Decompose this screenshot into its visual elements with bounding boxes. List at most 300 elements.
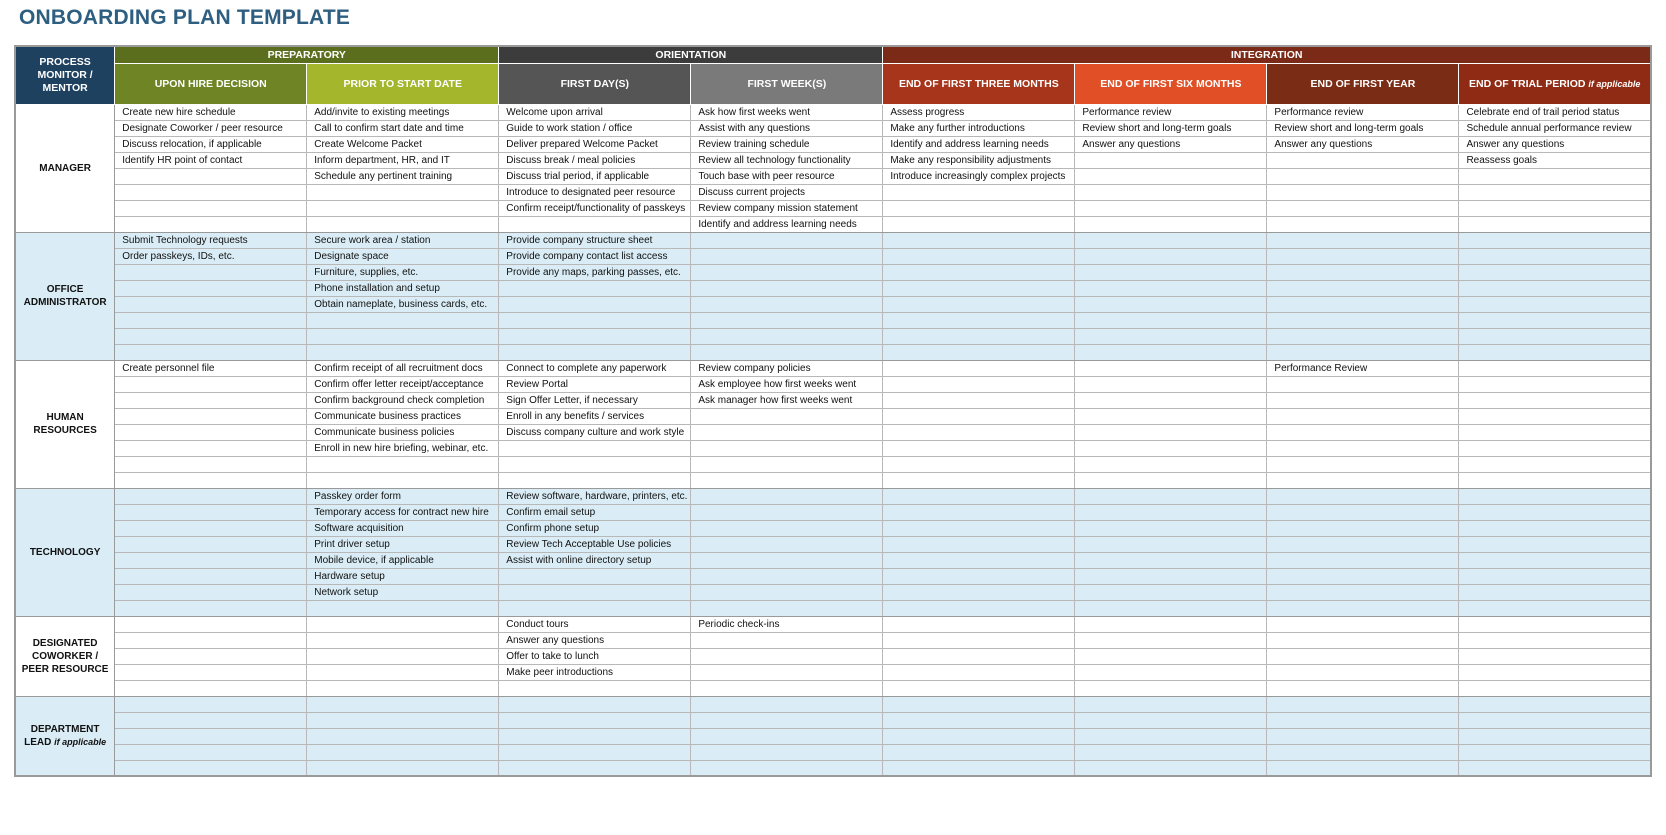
task-cell: Review short and long-term goals <box>1075 120 1267 136</box>
table-row <box>15 104 1651 120</box>
table-row <box>15 552 1651 568</box>
task-cell: Deliver prepared Welcome Packet <box>499 136 691 152</box>
task-cell <box>883 376 1075 392</box>
task-cell <box>883 328 1075 344</box>
task-cell: Introduce to designated peer resource <box>499 184 691 200</box>
task-cell <box>1459 328 1651 344</box>
table-row <box>15 424 1651 440</box>
task-cell: Ask how first weeks went <box>691 104 883 120</box>
task-cell <box>1267 568 1459 584</box>
task-cell <box>499 712 691 728</box>
task-cell: Discuss company culture and work style <box>499 424 691 440</box>
task-cell <box>1075 744 1267 760</box>
task-cell <box>1459 216 1651 232</box>
task-cell <box>883 744 1075 760</box>
task-cell <box>1267 632 1459 648</box>
task-cell <box>1459 408 1651 424</box>
column-header-label: FIRST WEEK(S) <box>747 77 827 90</box>
column-header <box>1459 63 1651 104</box>
task-cell <box>499 568 691 584</box>
task-cell: Answer any questions <box>1459 136 1651 152</box>
task-cell <box>691 552 883 568</box>
task-cell <box>1267 344 1459 360</box>
task-cell <box>307 184 499 200</box>
task-cell <box>1267 328 1459 344</box>
task-cell <box>883 280 1075 296</box>
task-cell: Ask employee how first weeks went <box>691 376 883 392</box>
table-row <box>15 360 1651 376</box>
task-cell <box>307 312 499 328</box>
task-cell <box>883 648 1075 664</box>
task-cell <box>307 712 499 728</box>
task-cell <box>115 488 307 504</box>
task-cell: Review company mission statement <box>691 200 883 216</box>
task-cell <box>115 616 307 632</box>
task-cell <box>1459 232 1651 248</box>
task-cell <box>1459 248 1651 264</box>
task-cell <box>307 600 499 616</box>
task-cell <box>1075 312 1267 328</box>
table-row <box>15 152 1651 168</box>
table-row <box>15 280 1651 296</box>
task-cell <box>1267 664 1459 680</box>
table-row <box>15 408 1651 424</box>
task-cell <box>307 216 499 232</box>
task-cell <box>883 264 1075 280</box>
task-cell <box>691 504 883 520</box>
role-cell <box>15 616 115 696</box>
task-cell <box>1075 648 1267 664</box>
task-cell <box>883 296 1075 312</box>
task-cell <box>1075 712 1267 728</box>
task-cell <box>307 472 499 488</box>
task-cell <box>1075 440 1267 456</box>
task-cell <box>691 696 883 712</box>
task-cell <box>115 504 307 520</box>
task-cell <box>1075 408 1267 424</box>
table-row <box>15 600 1651 616</box>
table-row <box>15 184 1651 200</box>
table-row <box>15 760 1651 776</box>
task-cell <box>691 536 883 552</box>
task-cell <box>1267 440 1459 456</box>
task-cell <box>883 568 1075 584</box>
task-cell <box>691 600 883 616</box>
task-cell <box>1267 280 1459 296</box>
table-row <box>15 120 1651 136</box>
table-row <box>15 392 1651 408</box>
task-cell <box>115 520 307 536</box>
task-cell <box>499 344 691 360</box>
table-row <box>15 536 1651 552</box>
task-cell <box>883 728 1075 744</box>
task-cell <box>1267 216 1459 232</box>
task-cell <box>307 456 499 472</box>
plan-body <box>15 104 1651 776</box>
task-cell <box>1459 376 1651 392</box>
task-cell <box>115 680 307 696</box>
task-cell <box>115 216 307 232</box>
task-cell: Identify HR point of contact <box>115 152 307 168</box>
column-header-label: END OF FIRST SIX MONTHS <box>1100 77 1242 90</box>
task-cell <box>883 344 1075 360</box>
task-cell <box>499 328 691 344</box>
task-cell <box>499 456 691 472</box>
task-cell <box>307 744 499 760</box>
table-row <box>15 712 1651 728</box>
task-cell: Designate space <box>307 248 499 264</box>
task-cell: Confirm phone setup <box>499 520 691 536</box>
task-cell <box>1075 584 1267 600</box>
task-cell <box>883 488 1075 504</box>
task-cell <box>115 200 307 216</box>
task-cell <box>499 280 691 296</box>
task-cell: Touch base with peer resource <box>691 168 883 184</box>
task-cell <box>307 328 499 344</box>
task-cell <box>691 584 883 600</box>
task-cell <box>1459 280 1651 296</box>
task-cell <box>1459 712 1651 728</box>
task-cell: Provide company structure sheet <box>499 232 691 248</box>
task-cell: Make peer introductions <box>499 664 691 680</box>
task-cell <box>883 312 1075 328</box>
task-cell <box>883 552 1075 568</box>
task-cell <box>1075 664 1267 680</box>
task-cell <box>307 680 499 696</box>
table-row <box>15 632 1651 648</box>
task-cell <box>1267 760 1459 776</box>
task-cell: Performance review <box>1267 104 1459 120</box>
task-cell <box>1075 296 1267 312</box>
task-cell <box>1267 184 1459 200</box>
task-cell <box>691 456 883 472</box>
task-cell: Identify and address learning needs <box>691 216 883 232</box>
task-cell: Assist with online directory setup <box>499 552 691 568</box>
task-cell <box>883 216 1075 232</box>
role-label: OFFICE ADMINISTRATOR <box>23 284 107 308</box>
task-cell <box>307 632 499 648</box>
role-label: DEPARTMENT LEAD <box>24 723 100 748</box>
task-cell <box>1075 360 1267 376</box>
task-cell <box>499 312 691 328</box>
task-cell <box>1075 216 1267 232</box>
task-cell: Mobile device, if applicable <box>307 552 499 568</box>
task-cell <box>691 632 883 648</box>
task-cell: Review short and long-term goals <box>1267 120 1459 136</box>
task-cell: Sign Offer Letter, if necessary <box>499 392 691 408</box>
role-note: if applicable <box>54 736 107 747</box>
task-cell <box>1075 600 1267 616</box>
task-cell: Hardware setup <box>307 568 499 584</box>
task-cell <box>1459 296 1651 312</box>
task-cell <box>1459 360 1651 376</box>
task-cell: Passkey order form <box>307 488 499 504</box>
task-cell <box>883 584 1075 600</box>
task-cell: Schedule annual performance review <box>1459 120 1651 136</box>
task-cell <box>1075 152 1267 168</box>
task-cell <box>1459 472 1651 488</box>
task-cell: Ask manager how first weeks went <box>691 392 883 408</box>
table-row <box>15 616 1651 632</box>
task-cell <box>691 280 883 296</box>
task-cell <box>691 232 883 248</box>
role-cell <box>15 232 115 360</box>
table-row <box>15 376 1651 392</box>
task-cell: Furniture, supplies, etc. <box>307 264 499 280</box>
task-cell <box>1075 472 1267 488</box>
table-row <box>15 680 1651 696</box>
table-row <box>15 744 1651 760</box>
column-header <box>883 63 1075 104</box>
task-cell: Review company policies <box>691 360 883 376</box>
onboarding-plan-table <box>14 45 1652 777</box>
task-cell <box>883 408 1075 424</box>
table-row <box>15 456 1651 472</box>
task-cell: Answer any questions <box>1075 136 1267 152</box>
task-cell <box>115 632 307 648</box>
task-cell: Welcome upon arrival <box>499 104 691 120</box>
task-cell <box>1075 344 1267 360</box>
task-cell <box>499 744 691 760</box>
task-cell <box>691 408 883 424</box>
task-cell <box>1075 232 1267 248</box>
task-cell <box>1267 472 1459 488</box>
table-row <box>15 584 1651 600</box>
task-cell <box>307 728 499 744</box>
task-cell <box>1267 312 1459 328</box>
task-cell <box>883 664 1075 680</box>
task-cell: Reassess goals <box>1459 152 1651 168</box>
task-cell <box>1459 264 1651 280</box>
table-row <box>15 664 1651 680</box>
task-cell: Introduce increasingly complex projects <box>883 168 1075 184</box>
task-cell <box>1075 264 1267 280</box>
task-cell: Confirm background check completion <box>307 392 499 408</box>
task-cell <box>691 648 883 664</box>
task-cell: Print driver setup <box>307 536 499 552</box>
task-cell <box>691 424 883 440</box>
task-cell <box>883 424 1075 440</box>
task-cell <box>115 344 307 360</box>
table-row <box>15 504 1651 520</box>
task-cell <box>499 584 691 600</box>
task-cell <box>1267 680 1459 696</box>
table-row <box>15 696 1651 712</box>
task-cell <box>691 568 883 584</box>
column-header-label: UPON HIRE DECISION <box>154 77 267 90</box>
task-cell <box>1459 632 1651 648</box>
task-cell <box>1267 728 1459 744</box>
role-cell <box>15 104 115 232</box>
task-cell <box>115 456 307 472</box>
task-cell: Schedule any pertinent training <box>307 168 499 184</box>
task-cell <box>1459 744 1651 760</box>
task-cell: Review Portal <box>499 376 691 392</box>
task-cell <box>1459 584 1651 600</box>
task-cell <box>883 600 1075 616</box>
task-cell: Conduct tours <box>499 616 691 632</box>
task-cell: Enroll in any benefits / services <box>499 408 691 424</box>
task-cell <box>1267 264 1459 280</box>
task-cell: Add/invite to existing meetings <box>307 104 499 120</box>
table-row <box>15 296 1651 312</box>
task-cell <box>499 728 691 744</box>
task-cell: Review training schedule <box>691 136 883 152</box>
table-row <box>15 136 1651 152</box>
table-row <box>15 344 1651 360</box>
task-cell <box>691 760 883 776</box>
task-cell <box>1075 184 1267 200</box>
task-cell <box>115 280 307 296</box>
task-cell <box>115 648 307 664</box>
column-header-label: FIRST DAY(S) <box>560 77 630 90</box>
corner-header: PROCESS MONITOR / MENTOR <box>15 46 115 104</box>
task-cell <box>499 216 691 232</box>
task-cell <box>1459 424 1651 440</box>
table-row <box>15 440 1651 456</box>
task-cell <box>307 696 499 712</box>
column-header <box>1267 63 1459 104</box>
role-cell <box>15 696 115 776</box>
role-label: TECHNOLOGY <box>29 546 101 558</box>
task-cell <box>115 264 307 280</box>
task-cell: Identify and address learning needs <box>883 136 1075 152</box>
task-cell: Discuss trial period, if applicable <box>499 168 691 184</box>
task-cell: Periodic check-ins <box>691 616 883 632</box>
task-cell <box>115 584 307 600</box>
task-cell <box>883 520 1075 536</box>
task-cell <box>1267 744 1459 760</box>
task-cell <box>1459 504 1651 520</box>
task-cell <box>115 600 307 616</box>
task-cell <box>1459 184 1651 200</box>
task-cell <box>499 760 691 776</box>
task-cell <box>499 472 691 488</box>
task-cell <box>115 760 307 776</box>
task-cell <box>1075 280 1267 296</box>
task-cell: Inform department, HR, and IT <box>307 152 499 168</box>
task-cell <box>307 344 499 360</box>
task-cell: Communicate business practices <box>307 408 499 424</box>
table-row <box>15 232 1651 248</box>
task-cell <box>691 248 883 264</box>
table-row <box>15 248 1651 264</box>
task-cell <box>1267 552 1459 568</box>
task-cell <box>115 312 307 328</box>
task-cell <box>1267 424 1459 440</box>
task-cell <box>115 744 307 760</box>
table-row <box>15 520 1651 536</box>
task-cell <box>1267 200 1459 216</box>
task-cell <box>691 264 883 280</box>
task-cell <box>115 728 307 744</box>
task-cell <box>115 664 307 680</box>
column-header-note: if applicable <box>1588 78 1641 89</box>
task-cell <box>115 424 307 440</box>
task-cell <box>883 712 1075 728</box>
table-row <box>15 472 1651 488</box>
task-cell <box>691 712 883 728</box>
task-cell: Assess progress <box>883 104 1075 120</box>
task-cell <box>1459 568 1651 584</box>
task-cell <box>1459 536 1651 552</box>
table-row <box>15 728 1651 744</box>
table-row <box>15 168 1651 184</box>
task-cell <box>1459 600 1651 616</box>
task-cell <box>1267 392 1459 408</box>
task-cell <box>1075 488 1267 504</box>
task-cell <box>691 328 883 344</box>
task-cell <box>1267 152 1459 168</box>
task-cell: Answer any questions <box>1267 136 1459 152</box>
task-cell: Designate Coworker / peer resource <box>115 120 307 136</box>
role-cell <box>15 360 115 488</box>
table-row <box>15 264 1651 280</box>
task-cell <box>115 472 307 488</box>
task-cell <box>691 440 883 456</box>
task-cell <box>499 680 691 696</box>
task-cell <box>1459 440 1651 456</box>
task-cell <box>1459 520 1651 536</box>
phase-header-integration: INTEGRATION <box>883 46 1651 63</box>
task-cell <box>691 488 883 504</box>
task-cell: Offer to take to lunch <box>499 648 691 664</box>
task-cell <box>1459 648 1651 664</box>
task-cell <box>1075 552 1267 568</box>
task-cell: Make any responsibility adjustments <box>883 152 1075 168</box>
task-cell <box>1459 696 1651 712</box>
table-row <box>15 200 1651 216</box>
column-header <box>115 63 307 104</box>
task-cell: Confirm receipt/functionality of passkeys <box>499 200 691 216</box>
task-cell <box>307 664 499 680</box>
task-cell: Discuss current projects <box>691 184 883 200</box>
column-header-label: PRIOR TO START DATE <box>343 77 462 90</box>
task-cell: Discuss relocation, if applicable <box>115 136 307 152</box>
task-cell <box>1267 712 1459 728</box>
role-label: MANAGER <box>39 162 91 174</box>
task-cell <box>883 360 1075 376</box>
task-cell <box>883 184 1075 200</box>
task-cell <box>1267 520 1459 536</box>
task-cell <box>499 600 691 616</box>
task-cell <box>691 728 883 744</box>
task-cell <box>1459 664 1651 680</box>
task-cell <box>1075 760 1267 776</box>
table-row <box>15 216 1651 232</box>
task-cell <box>115 440 307 456</box>
task-cell <box>1075 200 1267 216</box>
task-cell: Review software, hardware, printers, etc. <box>499 488 691 504</box>
column-header-label: END OF FIRST THREE MONTHS <box>898 77 1059 90</box>
task-cell <box>1075 168 1267 184</box>
column-header <box>499 63 691 104</box>
task-cell <box>1459 312 1651 328</box>
page-title: ONBOARDING PLAN TEMPLATE <box>19 6 351 29</box>
task-cell <box>115 328 307 344</box>
task-cell <box>1075 376 1267 392</box>
task-cell <box>1075 536 1267 552</box>
task-cell: Assist with any questions <box>691 120 883 136</box>
task-cell <box>883 456 1075 472</box>
task-cell <box>1075 392 1267 408</box>
task-cell <box>115 392 307 408</box>
task-cell: Discuss break / meal policies <box>499 152 691 168</box>
column-header <box>1075 63 1267 104</box>
task-cell <box>1267 248 1459 264</box>
task-cell <box>1267 232 1459 248</box>
table-row <box>15 488 1651 504</box>
